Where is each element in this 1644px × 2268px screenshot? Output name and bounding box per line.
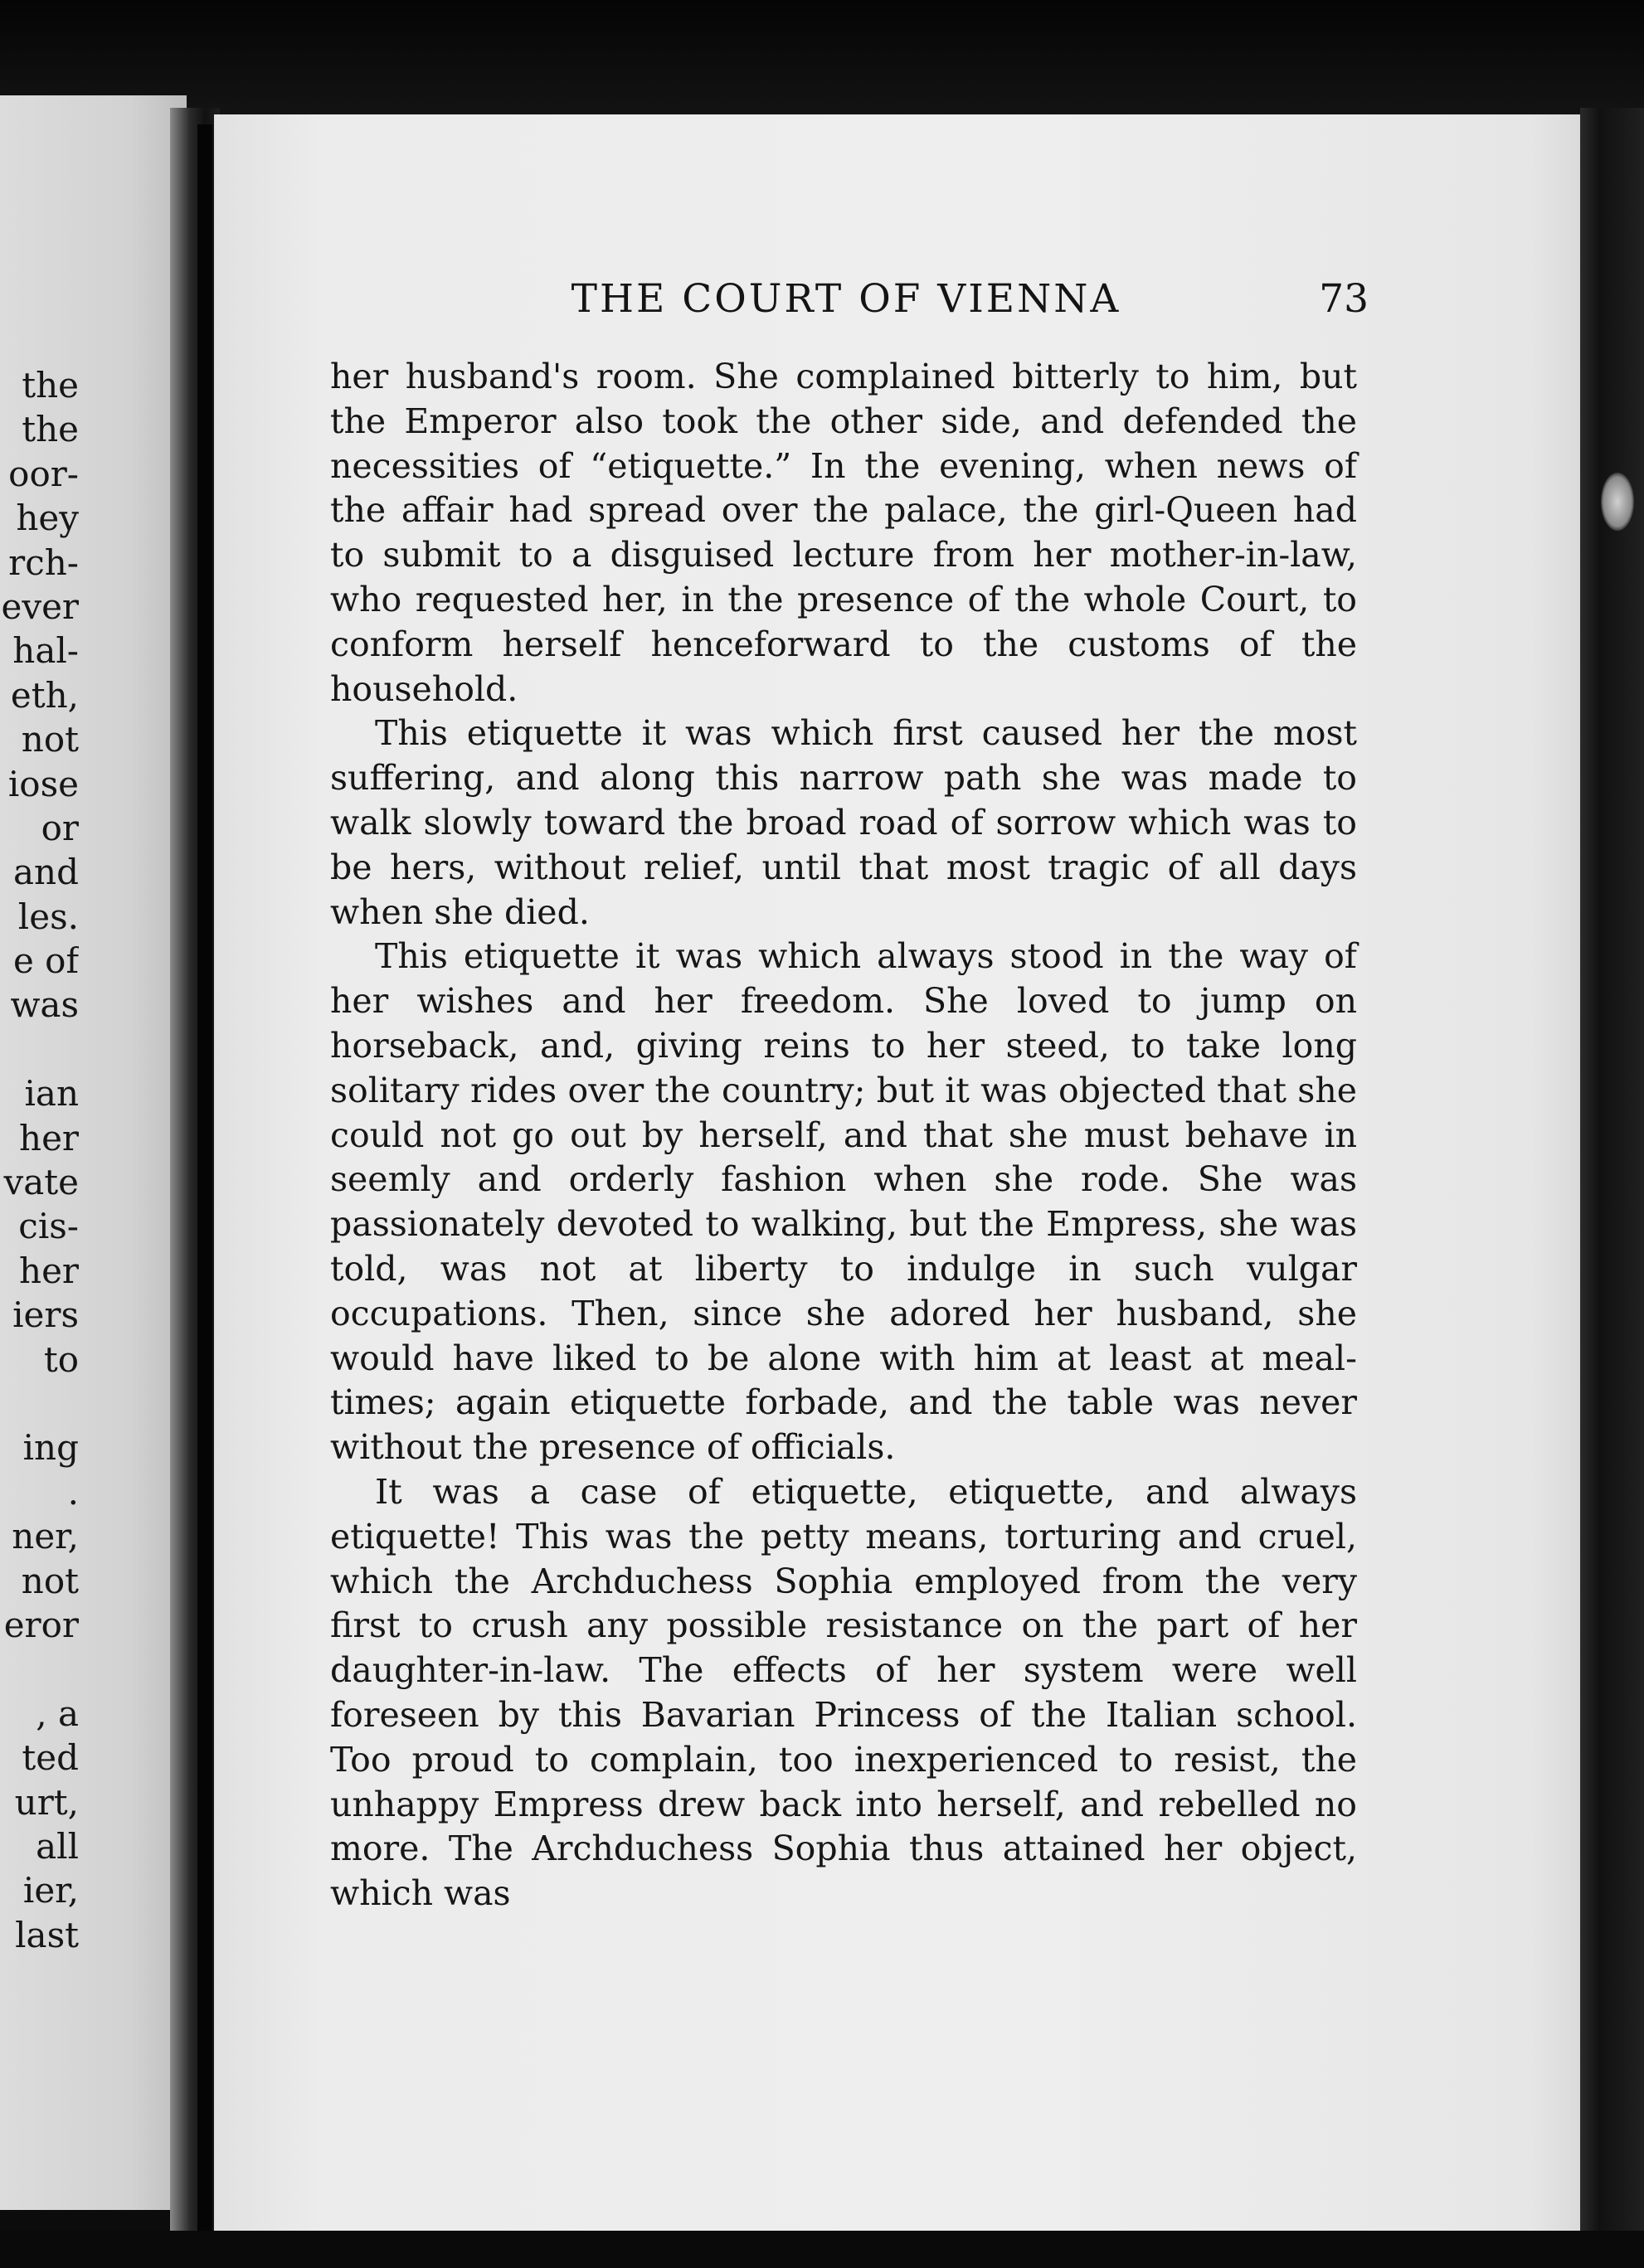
left-fragment: ier, [22, 1870, 79, 1911]
left-fragment: not [21, 719, 79, 760]
gutter-line [197, 124, 212, 2264]
gutter-shadow [170, 108, 220, 2264]
left-fragment: ian [24, 1073, 79, 1115]
left-fragment: iose [7, 763, 79, 804]
left-fragment: eth, [10, 674, 79, 716]
running-head: THE COURT OF VIENNA [571, 276, 1121, 322]
left-fragment: . [67, 1471, 79, 1513]
left-fragment: vate [3, 1162, 79, 1203]
left-fragment: iers [12, 1294, 79, 1336]
left-fragment: ted [22, 1737, 79, 1779]
paragraph: It was a case of etiquette, etiquette, and always etiquette! This was the petty means, torturing and cruel, which the Archduchess Sophia employed from the very first to crush any possible resistance on the part of her daughter-in-law. The effects of her system were well foreseen by this Bavarian Princess of the Italian school. Too proud to complain, too inexperienced to resist, the unhappy Empress drew back into herself, and rebelled no more. The Archduchess Sophia thus attained her object, which was [330, 1471, 1357, 1914]
scan-bottom-border [0, 2231, 1644, 2268]
left-fragment: hey [16, 498, 79, 539]
paragraph: her husband's room. She complained bitterly to him, but the Emperor also took the other side, and defended the necessities of “etiquette.” In the evening, when news of the affair had spread over the palace, the girl-Queen had to submit to a disguised lecture from her mother-in-law, who requested her, in the presence of the whole Court, to conform herself henceforward to the customs of the household. [330, 357, 1357, 709]
left-fragment: les. [17, 896, 79, 937]
left-fragment: all [36, 1825, 79, 1867]
left-fragment: eror [3, 1604, 79, 1645]
left-fragment: to [43, 1338, 79, 1380]
left-fragment: cis- [18, 1206, 79, 1247]
left-fragment [0, 1647, 79, 1691]
page-number: 73 [1319, 276, 1369, 322]
left-fragment: her [19, 1250, 79, 1291]
left-fragment: , a [36, 1693, 79, 1734]
body-text [330, 355, 1357, 1916]
left-fragment: the [22, 365, 79, 406]
right-page-edge [1580, 108, 1644, 2268]
left-fragment: ner, [12, 1516, 79, 1557]
left-fragment: not [21, 1560, 79, 1601]
left-fragment [0, 1382, 79, 1425]
left-fragment: or [41, 807, 79, 848]
left-fragment: was [10, 984, 79, 1026]
left-fragment: ever [1, 585, 79, 627]
left-fragment: last [15, 1914, 79, 1955]
edge-spot [1601, 473, 1634, 531]
paragraph: This etiquette it was which always stood in the way of her wishes and her freedom. She loved to jump on horseback, and, giving reins to her steed, to take long solitary rides over the country; but it was objected that she could not go out by herself, and that she must behave in seemly and orderly fashion when she rode. She was passionately devoted to walking, but the Empress, she was told, was not at liberty to indulge in such vulgar occupations. Then, since she adored her husband, she would have liked to be alone with him at least at meal-times; again etiquette forbade, and the table was never without the presence of officials. [330, 936, 1357, 1468]
left-fragment: her [19, 1117, 79, 1158]
left-fragment: ing [22, 1427, 79, 1469]
paragraph: This etiquette it was which first caused her the most suffering, and along this narrow path she was made to walk slowly toward the broad road of sorrow which was to be hers, without relief, until that most tragic of all days when she died. [330, 713, 1357, 932]
left-fragment [0, 1027, 79, 1071]
left-fragment: oor- [8, 453, 79, 494]
left-page-text-fragments [0, 363, 79, 1957]
left-fragment: and [13, 852, 79, 893]
left-fragment: e of [12, 940, 79, 982]
scan-top-border [0, 0, 1644, 124]
left-fragment: urt, [14, 1781, 79, 1823]
left-fragment: rch- [8, 542, 79, 583]
left-fragment: the [22, 409, 79, 450]
left-fragment: hal- [12, 630, 79, 672]
